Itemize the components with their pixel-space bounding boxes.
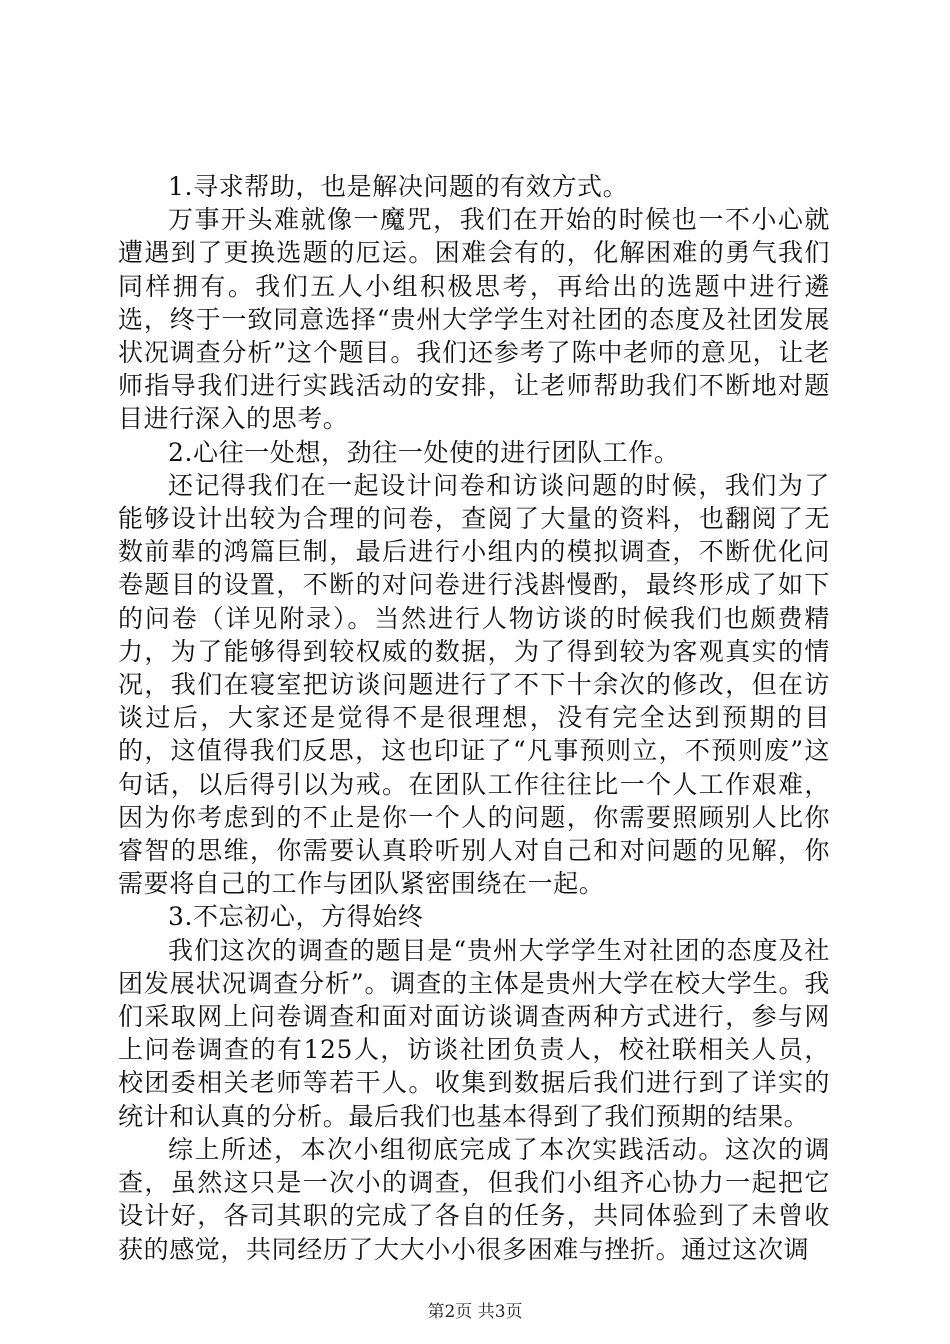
document-body <box>118 170 830 1266</box>
paragraph-4: 综上所述，本次小组彻底完成了本次实践活动。这次的调查，虽然这只是一次小的调查，但我们小组齐心协力一起把它设计好，各司其职的完成了各自的任务，共同体验到了未曾收获的感觉，共同经历了大大小小很多困难与挫折。通过这次调 <box>118 1134 830 1264</box>
paragraph-3: 我们这次的调查的题目是“贵州大学学生对社团的态度及社团发展状况调查分析”。调查的主体是贵州大学在校大学生。我们采取网上问卷调查和面对面访谈调查两种方式进行，参与网上问卷调查的有125人，访谈社团负责人，校社联相关人员，校团委相关老师等若干人。收集到数据后我们进行到了详实的统计和认真的分析。最后我们也基本得到了我们预期的结果。 <box>118 935 830 1131</box>
page-number-footer: 第2页 共3页 <box>427 1302 523 1322</box>
section-heading-1: 1.寻求帮助，也是解决问题的有效方式。 <box>168 172 629 201</box>
section-heading-2: 2.心往一处想，劲往一处使的进行团队工作。 <box>168 437 680 467</box>
section-heading-3: 3.不忘初心，方得始终 <box>168 902 424 932</box>
paragraph-2: 还记得我们在一起设计问卷和访谈问题的时候，我们为了能够设计出较为合理的问卷，查阅了大量的资料，也翻阅了无数前辈的鸿篇巨制，最后进行小组内的模拟调查，不断优化问卷题目的设置，不断的对问卷进行浅斟慢酌，最终形成了如下的问卷（详见附录）。当然进行人物访谈的时候我们也颇费精力，为了能够得到较权威的数据，为了得到较为客观真实的情况，我们在寝室把访谈问题进行了不下十余次的修改，但在访谈过后，大家还是觉得不是很理想，没有完全达到预期的目的，这值得我们反思，这也印证了“凡事预则立，不预则废”这句话，以后得引以为戒。在团队工作往往比一个人工作艰难，因为你考虑到的不止是你一个人的问题，你需要照顾别人比你睿智的思维，你需要认真聆听别人对自己和对问题的见解，你需要将自己的工作与团队紧密围绕在一起。 <box>118 470 830 899</box>
paragraph-1: 万事开头难就像一魔咒，我们在开始的时候也一不小心就遭遇到了更换选题的厄运。困难会有的，化解困难的勇气我们同样拥有。我们五人小组积极思考，再给出的选题中进行遴选，终于一致同意选择“贵州大学学生对社团的态度及社团发展状况调查分析”这个题目。我们还参考了陈中老师的意见，让老师指导我们进行实践活动的安排，让老师帮助我们不断地对题目进行深入的思考。 <box>118 205 830 434</box>
